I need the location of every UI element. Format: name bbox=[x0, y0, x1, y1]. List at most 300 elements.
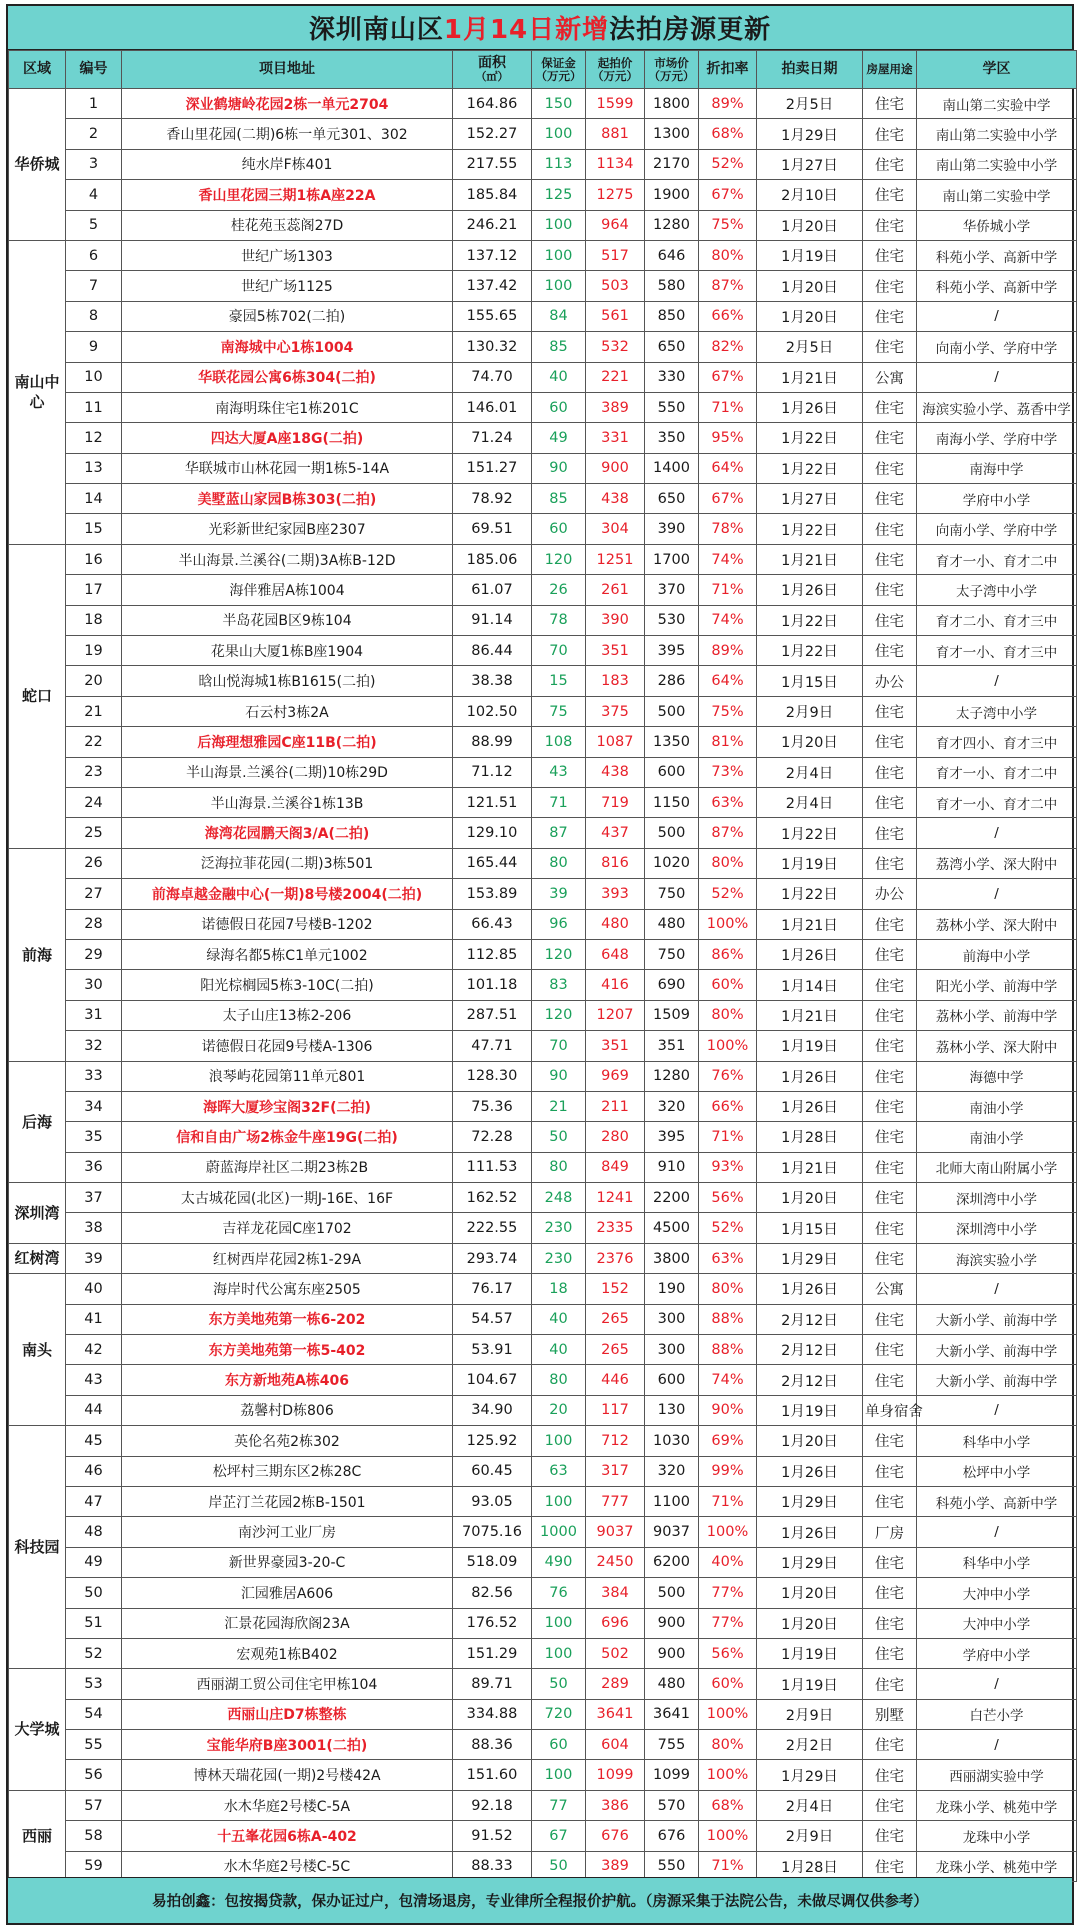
discount-cell: 66% bbox=[699, 1091, 757, 1121]
school-district-cell: 深圳湾中小学 bbox=[917, 1213, 1077, 1243]
area-cell: 217.55 bbox=[453, 149, 532, 179]
school-district-cell: 育才一小、育才二中 bbox=[917, 787, 1077, 817]
usage-cell: 住宅 bbox=[863, 1608, 917, 1638]
row-number: 33 bbox=[66, 1061, 122, 1091]
usage-cell: 住宅 bbox=[863, 727, 917, 757]
market-price-cell: 1900 bbox=[645, 180, 699, 210]
row-number: 35 bbox=[66, 1122, 122, 1152]
row-number: 19 bbox=[66, 636, 122, 666]
discount-cell: 60% bbox=[699, 970, 757, 1000]
row-number: 36 bbox=[66, 1152, 122, 1182]
usage-cell: 公寓 bbox=[863, 362, 917, 392]
market-price-cell: 395 bbox=[645, 1122, 699, 1152]
start-price-cell: 221 bbox=[586, 362, 645, 392]
area-cell: 185.84 bbox=[453, 180, 532, 210]
listing-table bbox=[8, 50, 1077, 1882]
area-cell: 128.30 bbox=[453, 1061, 532, 1091]
table-row bbox=[9, 514, 1077, 544]
region-cell: 红树湾 bbox=[9, 1243, 66, 1273]
row-number: 46 bbox=[66, 1456, 122, 1486]
deposit-cell: 71 bbox=[532, 787, 586, 817]
table-row bbox=[9, 180, 1077, 210]
auction-date-cell: 1月22日 bbox=[757, 605, 863, 635]
deposit-cell: 96 bbox=[532, 909, 586, 939]
start-price-cell: 390 bbox=[586, 605, 645, 635]
deposit-cell: 100 bbox=[532, 1638, 586, 1668]
row-number: 11 bbox=[66, 392, 122, 422]
usage-cell: 住宅 bbox=[863, 1183, 917, 1213]
header-area-unit: （㎡） bbox=[475, 70, 509, 84]
auction-date-cell: 1月22日 bbox=[757, 423, 863, 453]
area-cell: 69.51 bbox=[453, 514, 532, 544]
usage-cell: 住宅 bbox=[863, 1547, 917, 1577]
usage-cell: 住宅 bbox=[863, 970, 917, 1000]
deposit-cell: 77 bbox=[532, 1790, 586, 1820]
usage-cell: 住宅 bbox=[863, 1790, 917, 1820]
usage-cell: 住宅 bbox=[863, 1730, 917, 1760]
school-district-cell: 龙珠小学、桃苑中学 bbox=[917, 1851, 1077, 1881]
start-price-cell: 351 bbox=[586, 636, 645, 666]
usage-cell: 住宅 bbox=[863, 180, 917, 210]
start-price-cell: 9037 bbox=[586, 1517, 645, 1547]
table-row bbox=[9, 1091, 1077, 1121]
start-price-cell: 438 bbox=[586, 484, 645, 514]
market-price-cell: 1150 bbox=[645, 787, 699, 817]
start-price-cell: 816 bbox=[586, 848, 645, 878]
area-cell: 137.42 bbox=[453, 271, 532, 301]
deposit-cell: 83 bbox=[532, 970, 586, 1000]
discount-cell: 68% bbox=[699, 1790, 757, 1820]
table-row bbox=[9, 1335, 1077, 1365]
deposit-cell: 230 bbox=[532, 1213, 586, 1243]
discount-cell: 52% bbox=[699, 149, 757, 179]
area-cell: 165.44 bbox=[453, 848, 532, 878]
usage-cell: 住宅 bbox=[863, 240, 917, 270]
market-price-cell: 570 bbox=[645, 1790, 699, 1820]
school-district-cell: / bbox=[917, 818, 1077, 848]
usage-cell: 住宅 bbox=[863, 696, 917, 726]
school-district-cell: / bbox=[917, 1274, 1077, 1304]
region-cell: 南山中心 bbox=[9, 240, 66, 544]
table-row bbox=[9, 1456, 1077, 1486]
school-district-cell: 科苑小学、高新中学 bbox=[917, 240, 1077, 270]
start-price-cell: 676 bbox=[586, 1821, 645, 1851]
area-cell: 93.05 bbox=[453, 1486, 532, 1516]
table-row bbox=[9, 392, 1077, 422]
usage-cell: 住宅 bbox=[863, 1213, 917, 1243]
property-address: 吉祥龙花园C座1702 bbox=[122, 1213, 453, 1243]
area-cell: 92.18 bbox=[453, 1790, 532, 1820]
row-number: 51 bbox=[66, 1608, 122, 1638]
property-address: 汇景花园海欣阁23A bbox=[122, 1608, 453, 1638]
usage-cell: 住宅 bbox=[863, 210, 917, 240]
market-price-cell: 750 bbox=[645, 879, 699, 909]
start-price-cell: 648 bbox=[586, 939, 645, 969]
table-row bbox=[9, 484, 1077, 514]
deposit-cell: 100 bbox=[532, 271, 586, 301]
table-row bbox=[9, 1790, 1077, 1820]
area-cell: 72.28 bbox=[453, 1122, 532, 1152]
usage-cell: 住宅 bbox=[863, 544, 917, 574]
table-row bbox=[9, 727, 1077, 757]
area-cell: 153.89 bbox=[453, 879, 532, 909]
discount-cell: 74% bbox=[699, 544, 757, 574]
table-row bbox=[9, 1365, 1077, 1395]
table-row bbox=[9, 787, 1077, 817]
market-price-cell: 600 bbox=[645, 1365, 699, 1395]
usage-cell: 住宅 bbox=[863, 1851, 917, 1881]
header-date: 拍卖日期 bbox=[757, 51, 863, 89]
school-district-cell: 南山第二实验中小学 bbox=[917, 149, 1077, 179]
auction-date-cell: 2月12日 bbox=[757, 1335, 863, 1365]
deposit-cell: 1000 bbox=[532, 1517, 586, 1547]
usage-cell: 住宅 bbox=[863, 757, 917, 787]
usage-cell: 住宅 bbox=[863, 301, 917, 331]
start-price-cell: 2450 bbox=[586, 1547, 645, 1577]
market-price-cell: 500 bbox=[645, 818, 699, 848]
start-price-cell: 1275 bbox=[586, 180, 645, 210]
area-cell: 125.92 bbox=[453, 1426, 532, 1456]
market-price-cell: 1400 bbox=[645, 453, 699, 483]
property-address: 半山海景.兰溪谷(二期)3A栋B-12D bbox=[122, 544, 453, 574]
table-row bbox=[9, 1304, 1077, 1334]
property-address: 汇园雅居A606 bbox=[122, 1578, 453, 1608]
school-district-cell: / bbox=[917, 362, 1077, 392]
discount-cell: 93% bbox=[699, 1152, 757, 1182]
discount-cell: 66% bbox=[699, 301, 757, 331]
school-district-cell: 西丽湖实验中学 bbox=[917, 1760, 1077, 1790]
area-cell: 71.24 bbox=[453, 423, 532, 453]
start-price-cell: 604 bbox=[586, 1730, 645, 1760]
page-title bbox=[8, 6, 1072, 50]
auction-date-cell: 1月22日 bbox=[757, 879, 863, 909]
school-district-cell: 育才一小、育才三中 bbox=[917, 636, 1077, 666]
school-district-cell: 南海中学 bbox=[917, 453, 1077, 483]
table-row bbox=[9, 1000, 1077, 1030]
deposit-cell: 90 bbox=[532, 1061, 586, 1091]
property-address: 博林天瑞花园(一期)2号楼42A bbox=[122, 1760, 453, 1790]
deposit-cell: 40 bbox=[532, 1335, 586, 1365]
table-row bbox=[9, 1669, 1077, 1699]
table-row bbox=[9, 1274, 1077, 1304]
row-number: 48 bbox=[66, 1517, 122, 1547]
auction-date-cell: 1月22日 bbox=[757, 514, 863, 544]
table-row bbox=[9, 1821, 1077, 1851]
school-district-cell: 荔湾小学、深大附中 bbox=[917, 848, 1077, 878]
start-price-cell: 696 bbox=[586, 1608, 645, 1638]
auction-date-cell: 1月20日 bbox=[757, 1183, 863, 1213]
row-number: 17 bbox=[66, 575, 122, 605]
row-number: 53 bbox=[66, 1669, 122, 1699]
property-address: 南沙河工业厂房 bbox=[122, 1517, 453, 1547]
auction-date-cell: 1月26日 bbox=[757, 1091, 863, 1121]
auction-date-cell: 2月5日 bbox=[757, 332, 863, 362]
start-price-cell: 1134 bbox=[586, 149, 645, 179]
area-cell: 88.36 bbox=[453, 1730, 532, 1760]
row-number: 4 bbox=[66, 180, 122, 210]
area-cell: 164.86 bbox=[453, 89, 532, 119]
row-number: 30 bbox=[66, 970, 122, 1000]
area-cell: 518.09 bbox=[453, 1547, 532, 1577]
market-price-cell: 130 bbox=[645, 1395, 699, 1425]
market-price-cell: 1700 bbox=[645, 544, 699, 574]
table-row bbox=[9, 240, 1077, 270]
header-market-unit: （万元） bbox=[648, 68, 695, 83]
header-market bbox=[645, 51, 699, 89]
deposit-cell: 90 bbox=[532, 453, 586, 483]
table-row bbox=[9, 818, 1077, 848]
row-number: 52 bbox=[66, 1638, 122, 1668]
region-cell: 西丽 bbox=[9, 1790, 66, 1881]
property-address: 信和自由广场2栋金牛座19G(二拍) bbox=[122, 1122, 453, 1152]
property-address: 石云村3栋2A bbox=[122, 696, 453, 726]
deposit-cell: 80 bbox=[532, 1152, 586, 1182]
market-price-cell: 1280 bbox=[645, 1061, 699, 1091]
header-area bbox=[453, 51, 532, 89]
title-suffix: 法拍房源更新 bbox=[609, 15, 772, 45]
usage-cell: 住宅 bbox=[863, 392, 917, 422]
discount-cell: 56% bbox=[699, 1638, 757, 1668]
property-address: 东方新地苑A栋406 bbox=[122, 1365, 453, 1395]
table-header bbox=[9, 51, 1077, 89]
auction-date-cell: 2月9日 bbox=[757, 1699, 863, 1729]
school-district-cell: 南海小学、学府中学 bbox=[917, 423, 1077, 453]
start-price-cell: 532 bbox=[586, 332, 645, 362]
school-district-cell: 向南小学、学府中学 bbox=[917, 514, 1077, 544]
property-address: 海伴雅居A栋1004 bbox=[122, 575, 453, 605]
property-address: 海晖大厦珍宝阁32F(二拍) bbox=[122, 1091, 453, 1121]
title-highlight: 1月14日新增 bbox=[443, 15, 610, 45]
usage-cell: 住宅 bbox=[863, 149, 917, 179]
row-number: 10 bbox=[66, 362, 122, 392]
table-row bbox=[9, 1061, 1077, 1091]
discount-cell: 88% bbox=[699, 1304, 757, 1334]
area-cell: 74.70 bbox=[453, 362, 532, 392]
auction-date-cell: 1月29日 bbox=[757, 1243, 863, 1273]
area-cell: 47.71 bbox=[453, 1031, 532, 1061]
usage-cell: 住宅 bbox=[863, 605, 917, 635]
area-cell: 222.55 bbox=[453, 1213, 532, 1243]
discount-cell: 63% bbox=[699, 1243, 757, 1273]
discount-cell: 77% bbox=[699, 1608, 757, 1638]
row-number: 21 bbox=[66, 696, 122, 726]
area-cell: 54.57 bbox=[453, 1304, 532, 1334]
row-number: 23 bbox=[66, 757, 122, 787]
auction-date-cell: 1月29日 bbox=[757, 1486, 863, 1516]
area-cell: 121.51 bbox=[453, 787, 532, 817]
row-number: 39 bbox=[66, 1243, 122, 1273]
school-district-cell: 大新小学、前海中学 bbox=[917, 1335, 1077, 1365]
usage-cell: 住宅 bbox=[863, 1486, 917, 1516]
deposit-cell: 108 bbox=[532, 727, 586, 757]
start-price-cell: 1087 bbox=[586, 727, 645, 757]
area-cell: 137.12 bbox=[453, 240, 532, 270]
row-number: 42 bbox=[66, 1335, 122, 1365]
start-price-cell: 2376 bbox=[586, 1243, 645, 1273]
row-number: 54 bbox=[66, 1699, 122, 1729]
area-cell: 7075.16 bbox=[453, 1517, 532, 1547]
row-number: 50 bbox=[66, 1578, 122, 1608]
deposit-cell: 100 bbox=[532, 240, 586, 270]
usage-cell: 住宅 bbox=[863, 1304, 917, 1334]
discount-cell: 73% bbox=[699, 757, 757, 787]
auction-date-cell: 1月20日 bbox=[757, 727, 863, 757]
property-address: 蔚蓝海岸社区二期23栋2B bbox=[122, 1152, 453, 1182]
table-row bbox=[9, 119, 1077, 149]
row-number: 3 bbox=[66, 149, 122, 179]
deposit-cell: 50 bbox=[532, 1851, 586, 1881]
property-address: 红树西岸花园2栋1-29A bbox=[122, 1243, 453, 1273]
region-cell: 后海 bbox=[9, 1061, 66, 1183]
auction-date-cell: 1月21日 bbox=[757, 1152, 863, 1182]
start-price-cell: 393 bbox=[586, 879, 645, 909]
row-number: 43 bbox=[66, 1365, 122, 1395]
usage-cell: 住宅 bbox=[863, 1000, 917, 1030]
property-address: 西丽山庄D7栋整栋 bbox=[122, 1699, 453, 1729]
deposit-cell: 100 bbox=[532, 1760, 586, 1790]
property-address: 东方美地苑第一栋6-202 bbox=[122, 1304, 453, 1334]
property-address: 新世界豪园3-20-C bbox=[122, 1547, 453, 1577]
deposit-cell: 50 bbox=[532, 1122, 586, 1152]
discount-cell: 100% bbox=[699, 1517, 757, 1547]
deposit-cell: 40 bbox=[532, 1304, 586, 1334]
table-row bbox=[9, 423, 1077, 453]
region-cell: 华侨城 bbox=[9, 89, 66, 241]
deposit-cell: 100 bbox=[532, 1608, 586, 1638]
school-district-cell: 向南小学、学府中学 bbox=[917, 332, 1077, 362]
property-address: 泛海拉菲花园(二期)3栋501 bbox=[122, 848, 453, 878]
deposit-cell: 84 bbox=[532, 301, 586, 331]
header-region: 区域 bbox=[9, 51, 66, 89]
table-row bbox=[9, 1608, 1077, 1638]
row-number: 56 bbox=[66, 1760, 122, 1790]
property-address: 阳光棕榈园5栋3-10C(二拍) bbox=[122, 970, 453, 1000]
school-district-cell: / bbox=[917, 1517, 1077, 1547]
school-district-cell: 海滨实验小学 bbox=[917, 1243, 1077, 1273]
start-price-cell: 1599 bbox=[586, 89, 645, 119]
market-price-cell: 550 bbox=[645, 1851, 699, 1881]
auction-date-cell: 1月26日 bbox=[757, 939, 863, 969]
property-address: 华联花园公寓6栋304(二拍) bbox=[122, 362, 453, 392]
usage-cell: 住宅 bbox=[863, 1031, 917, 1061]
usage-cell: 住宅 bbox=[863, 787, 917, 817]
auction-date-cell: 1月27日 bbox=[757, 484, 863, 514]
deposit-cell: 85 bbox=[532, 332, 586, 362]
deposit-cell: 85 bbox=[532, 484, 586, 514]
row-number: 59 bbox=[66, 1851, 122, 1881]
usage-cell: 住宅 bbox=[863, 1821, 917, 1851]
auction-date-cell: 1月29日 bbox=[757, 1547, 863, 1577]
property-address: 后海理想雅园C座11B(二拍) bbox=[122, 727, 453, 757]
start-price-cell: 517 bbox=[586, 240, 645, 270]
property-address: 宏观苑1栋B402 bbox=[122, 1638, 453, 1668]
discount-cell: 90% bbox=[699, 1395, 757, 1425]
property-address: 花果山大厦1栋B座1904 bbox=[122, 636, 453, 666]
start-price-cell: 502 bbox=[586, 1638, 645, 1668]
auction-date-cell: 2月2日 bbox=[757, 1730, 863, 1760]
usage-cell: 住宅 bbox=[863, 423, 917, 453]
deposit-cell: 60 bbox=[532, 392, 586, 422]
market-price-cell: 300 bbox=[645, 1304, 699, 1334]
auction-date-cell: 1月26日 bbox=[757, 1517, 863, 1547]
header-no: 编号 bbox=[66, 51, 122, 89]
area-cell: 61.07 bbox=[453, 575, 532, 605]
start-price-cell: 351 bbox=[586, 1031, 645, 1061]
header-deposit-label: 保证金 bbox=[541, 55, 576, 70]
auction-date-cell: 1月20日 bbox=[757, 301, 863, 331]
discount-cell: 71% bbox=[699, 392, 757, 422]
market-price-cell: 2200 bbox=[645, 1183, 699, 1213]
area-cell: 75.36 bbox=[453, 1091, 532, 1121]
table-body bbox=[9, 89, 1077, 1882]
property-address: 世纪广场1125 bbox=[122, 271, 453, 301]
property-address: 半岛花园B区9栋104 bbox=[122, 605, 453, 635]
table-row bbox=[9, 848, 1077, 878]
region-cell: 科技园 bbox=[9, 1426, 66, 1669]
school-district-cell: 海德中学 bbox=[917, 1061, 1077, 1091]
deposit-cell: 80 bbox=[532, 1365, 586, 1395]
row-number: 2 bbox=[66, 119, 122, 149]
row-number: 18 bbox=[66, 605, 122, 635]
discount-cell: 67% bbox=[699, 362, 757, 392]
footer-note: 易拍创鑫：包按揭贷款，保办证过户，包清场退房，专业律所全程报价护航。（房源采集于法院公告，未做尽调仅供参考） bbox=[8, 1877, 1072, 1923]
property-address: 光彩新世纪家园B座2307 bbox=[122, 514, 453, 544]
row-number: 40 bbox=[66, 1274, 122, 1304]
table-row bbox=[9, 149, 1077, 179]
start-price-cell: 969 bbox=[586, 1061, 645, 1091]
market-price-cell: 4500 bbox=[645, 1213, 699, 1243]
area-cell: 185.06 bbox=[453, 544, 532, 574]
property-address: 纯水岸F栋401 bbox=[122, 149, 453, 179]
table-row bbox=[9, 1699, 1077, 1729]
market-price-cell: 650 bbox=[645, 332, 699, 362]
deposit-cell: 87 bbox=[532, 818, 586, 848]
discount-cell: 71% bbox=[699, 1122, 757, 1152]
property-address: 岸芷汀兰花园2栋B-1501 bbox=[122, 1486, 453, 1516]
area-cell: 146.01 bbox=[453, 392, 532, 422]
school-district-cell: 学府中小学 bbox=[917, 484, 1077, 514]
table-row bbox=[9, 210, 1077, 240]
property-address: 海湾花园鹏天阁3/A(二拍) bbox=[122, 818, 453, 848]
listing-sheet bbox=[6, 4, 1074, 1925]
area-cell: 101.18 bbox=[453, 970, 532, 1000]
auction-date-cell: 1月20日 bbox=[757, 1608, 863, 1638]
start-price-cell: 389 bbox=[586, 1851, 645, 1881]
start-price-cell: 712 bbox=[586, 1426, 645, 1456]
school-district-cell: 南油小学 bbox=[917, 1091, 1077, 1121]
deposit-cell: 60 bbox=[532, 1730, 586, 1760]
school-district-cell: 南山第二实验中学 bbox=[917, 180, 1077, 210]
usage-cell: 住宅 bbox=[863, 1669, 917, 1699]
auction-date-cell: 1月28日 bbox=[757, 1851, 863, 1881]
area-cell: 112.85 bbox=[453, 939, 532, 969]
table-row bbox=[9, 636, 1077, 666]
discount-cell: 60% bbox=[699, 1669, 757, 1699]
discount-cell: 88% bbox=[699, 1335, 757, 1365]
discount-cell: 77% bbox=[699, 1578, 757, 1608]
start-price-cell: 881 bbox=[586, 119, 645, 149]
row-number: 37 bbox=[66, 1183, 122, 1213]
auction-date-cell: 1月15日 bbox=[757, 666, 863, 696]
start-price-cell: 561 bbox=[586, 301, 645, 331]
property-address: 半山海景.兰溪谷(二期)10栋29D bbox=[122, 757, 453, 787]
usage-cell: 住宅 bbox=[863, 1091, 917, 1121]
auction-date-cell: 2月10日 bbox=[757, 180, 863, 210]
usage-cell: 别墅 bbox=[863, 1699, 917, 1729]
header-addr: 项目地址 bbox=[122, 51, 453, 89]
market-price-cell: 9037 bbox=[645, 1517, 699, 1547]
market-price-cell: 500 bbox=[645, 696, 699, 726]
